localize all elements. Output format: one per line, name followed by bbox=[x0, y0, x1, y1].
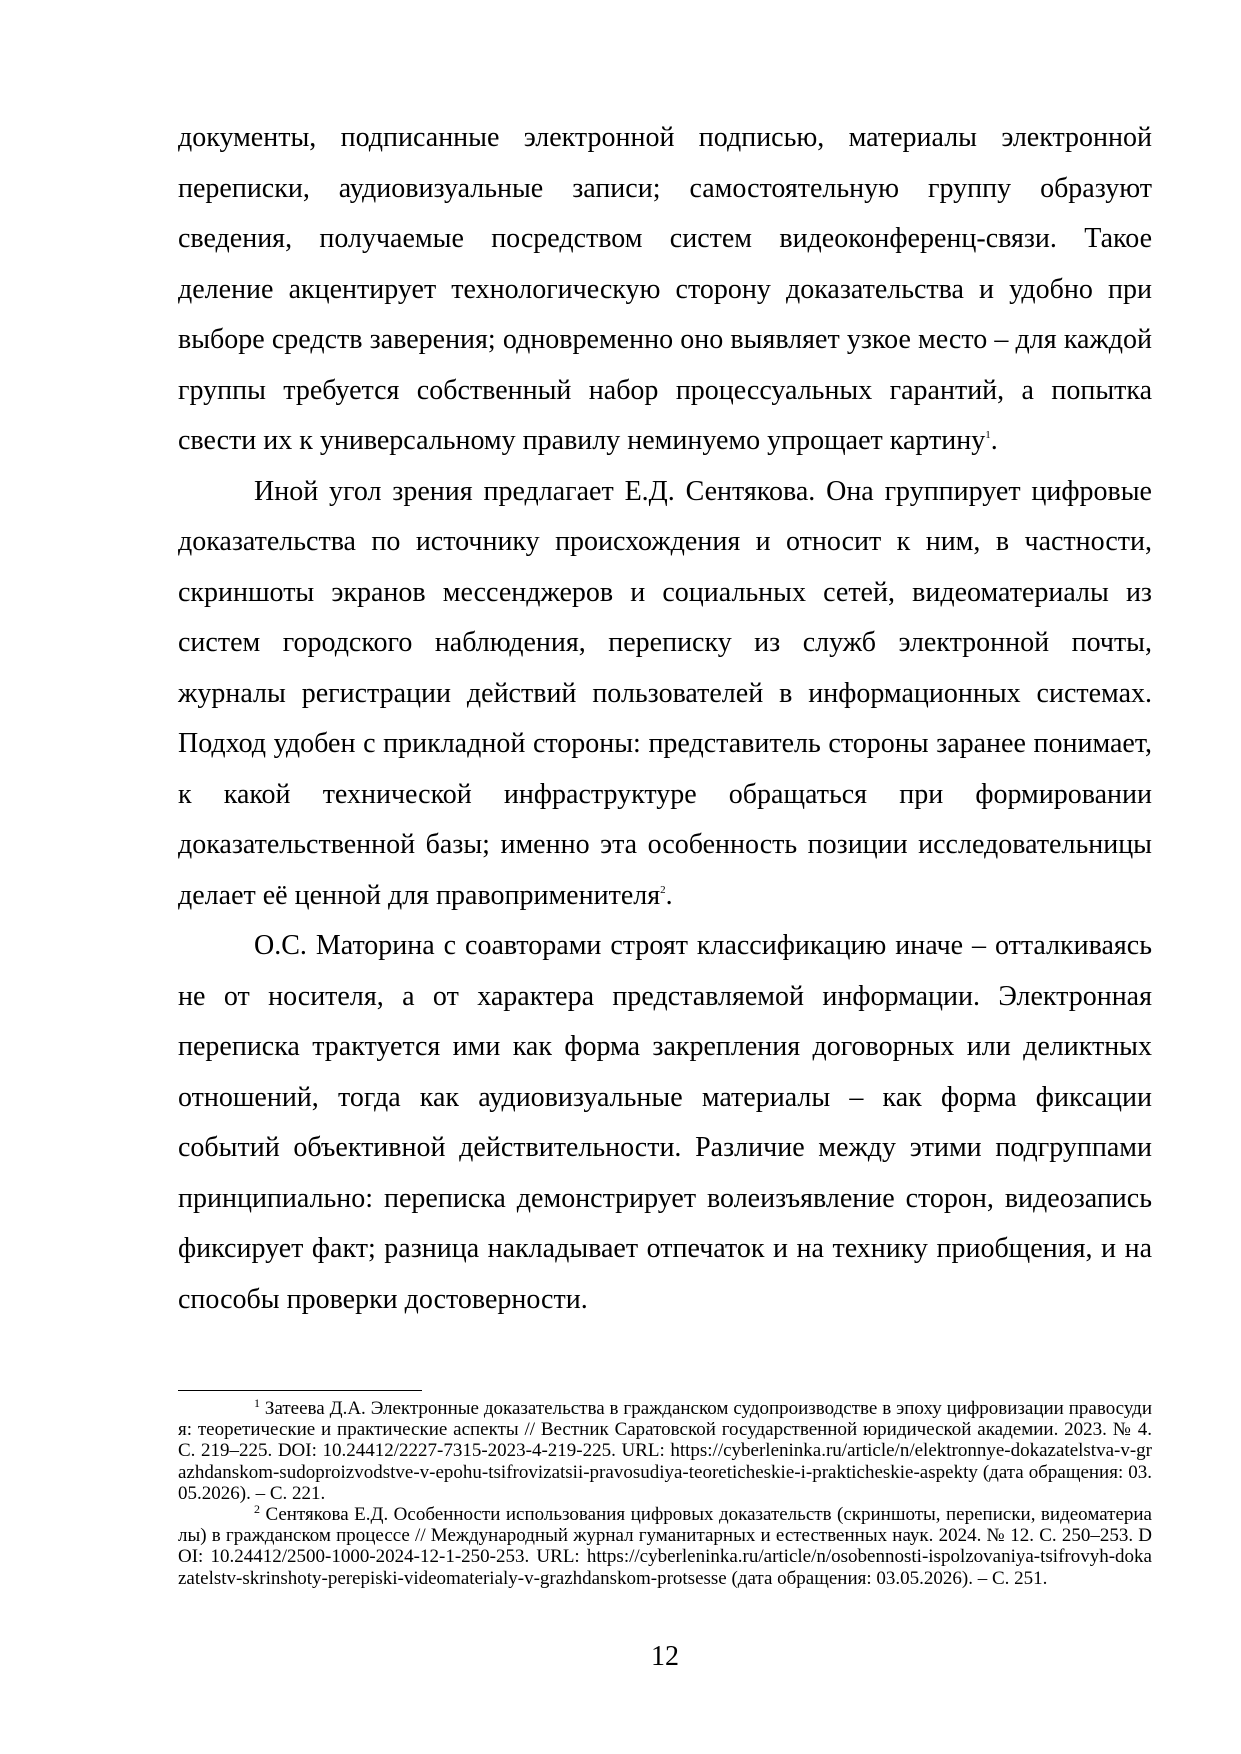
paragraph-3 bbox=[178, 921, 1152, 1325]
document-page bbox=[178, 0, 1152, 1754]
footnote-ref-2[interactable]: 2 bbox=[660, 883, 666, 896]
footnote-1-number: 1 bbox=[254, 1396, 260, 1410]
paragraph-2-tail: . bbox=[665, 879, 673, 911]
footnote-2-number: 2 bbox=[254, 1502, 260, 1517]
paragraph-2 bbox=[178, 467, 1152, 922]
footnote-ref-1[interactable]: 1 bbox=[985, 429, 991, 441]
body-text bbox=[178, 113, 1152, 1325]
paragraph-1-tail: . bbox=[990, 425, 998, 456]
footnote-2-text: Сентякова Е.Д. Особенности использования цифровых доказательств (скриншоты, переписки, видеоматериалы) в гражданском процессе // Международный журнал гуманитарных и естественных наук. 2024. № 12. С. 250–253. DOI: 10.24412/2500-1000-2024-12-1-250-253. URL: https://cyberleninka.ru/article/n/osobennosti-ispolzovaniya-tsifrovyh-dokazatelstv-skrinshoty-perepiski-videomaterialy-v-grazhdanskom-protsesse (дата обращения: 03.05.2026). – С. 251. bbox=[178, 1504, 1152, 1589]
footnotes bbox=[178, 1398, 1152, 1589]
paragraph-1-text: документы, подписанные электронной подписью, материалы электронной переписки, аудиовизуальные записи; самостоятельную группу образуют сведения, получаемые посредством систем видеоконференц-связи. Такое деление акцентирует технологическую сторону доказательства и удобно при выборе средств заверения; одновременно оно выявляет узкое место – для каждой группы требуется собственный набор процессуальных гарантий, а попытка свести их к универсальному правилу неминуемо упрощает картину bbox=[178, 122, 1152, 456]
paragraph-3-text: О.С. Маторина с соавторами строят классификацию иначе – отталкиваясь не от носителя, а от характера представляемой информации. Электронная переписка трактуется ими как форма закрепления договорных или деликтных отношений, тогда как аудиовизуальные материалы – как форма фиксации событий объективной действительности. Различие между этими подгруппами принципиально: переписка демонстрирует волеизъявление сторон, видеозапись фиксирует факт; разница накладывает отпечаток и на технику приобщения, и на способы проверки достоверности. bbox=[178, 930, 1152, 1315]
paragraph-1 bbox=[178, 113, 1152, 467]
footnote-1 bbox=[178, 1398, 1152, 1504]
footnote-2 bbox=[178, 1504, 1152, 1589]
paragraph-2-text: Иной угол зрения предлагает Е.Д. Сентякова. Она группирует цифровые доказательства по источнику происхождения и относит к ним, в частности, скриншоты экранов мессенджеров и социальных сетей, видеоматериалы из систем городского наблюдения, переписку из служб электронной почты, журналы регистрации действий пользователей в информационных системах. Подход удобен с прикладной стороны: представитель стороны заранее понимает, к какой технической инфраструктуре обращаться при формировании доказательственной базы; именно эта особенность позиции исследовательницы делает её ценной для правоприменителя bbox=[178, 475, 1152, 911]
page-number: 12 bbox=[651, 1641, 679, 1672]
footnote-separator bbox=[178, 1390, 422, 1391]
footnote-1-text: Затеева Д.А. Электронные доказательства в гражданском судопроизводстве в эпоху цифровизации правосудия: теоретические и практические аспекты // Вестник Саратовской государственной юридической академии. 2023. № 4. С. 219–225. DOI: 10.24412/2227-7315-2023-4-219-225. URL: https://cyberleninka.ru/article/n/elektronnye-dokazatelstva-v-grazhdanskom-sudoproizvodstve-v-epohu-tsifrovizatsii-pravosudiya-teoreticheskie-i-prakticheskie-aspekty (дата обращения: 03.05.2026). – С. 221. bbox=[178, 1398, 1152, 1504]
